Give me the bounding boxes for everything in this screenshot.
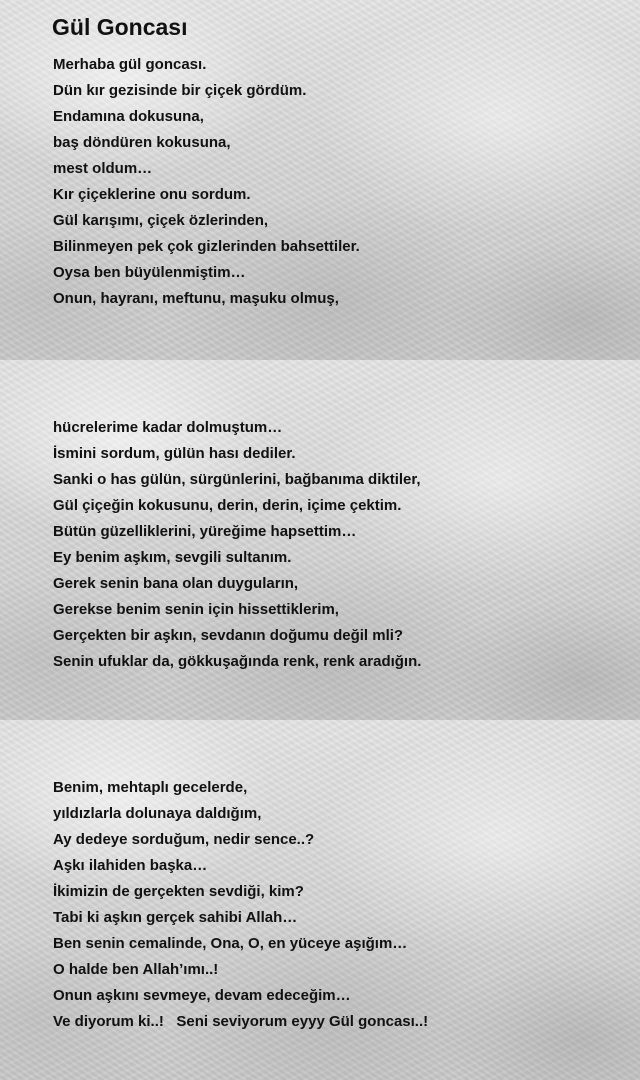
poem-line: yıldızlarla dolunaya daldığım,: [53, 805, 262, 822]
stanza-1: [53, 52, 360, 312]
poem-line: O halde ben Allah’ımı..!: [53, 961, 219, 978]
poem-line: İsmini sordum, gülün hası dediler.: [53, 445, 296, 462]
poem-line: İkimizin de gerçekten sevdiği, kim?: [53, 883, 304, 900]
stanza-2: [53, 415, 421, 675]
poem-line: Bilinmeyen pek çok gizlerinden bahsettiler.: [53, 238, 360, 255]
poem-line: Onun, hayranı, meftunu, maşuku olmuş,: [53, 290, 339, 307]
poem-line: Bütün güzelliklerini, yüreğime hapsettim…: [53, 523, 357, 540]
poem-line: Aşkı ilahiden başka…: [53, 857, 208, 874]
poem-line: Kır çiçeklerine onu sordum.: [53, 186, 251, 203]
poem-line: Gerekse benim senin için hissettiklerim,: [53, 601, 339, 618]
poem-line: baş döndüren kokusuna,: [53, 134, 231, 151]
poem-line: Gerek senin bana olan duyguların,: [53, 575, 299, 592]
poem-line: Gerçekten bir aşkın, sevdanın doğumu değil mli?: [53, 627, 404, 644]
poem-line: mest oldum…: [53, 160, 153, 177]
poem-line: Oysa ben büyülenmiştim…: [53, 264, 246, 281]
poem-line: Ay dedeye sorduğum, nedir sence..?: [53, 831, 315, 848]
poem-panel-3: [0, 720, 640, 1080]
poem-panel-2: [0, 360, 640, 720]
poem-line: Sanki o has gülün, sürgünlerini, bağbanıma diktiler,: [53, 471, 421, 488]
poem-line: Senin ufuklar da, gökkuşağında renk, renk aradığın.: [53, 653, 422, 670]
poem-line: Ben senin cemalinde, Ona, O, en yüceye aşığım…: [53, 935, 408, 952]
poem-line: Benim, mehtaplı gecelerde,: [53, 779, 248, 796]
poem-title: Gül Goncası: [52, 14, 188, 40]
poem-line: Endamına dokusuna,: [53, 108, 204, 125]
poem-line: Tabi ki aşkın gerçek sahibi Allah…: [53, 909, 298, 926]
poem-line: Ey benim aşkım, sevgili sultanım.: [53, 549, 292, 566]
poem-panel-1: [0, 0, 640, 360]
poem-line: hücrelerime kadar dolmuştum…: [53, 419, 283, 436]
stanza-3: [53, 775, 428, 1035]
poem-line: Onun aşkını sevmeye, devam edeceğim…: [53, 987, 351, 1004]
poem-line: Merhaba gül goncası.: [53, 56, 207, 73]
poem-line: Ve diyorum ki..! Seni seviyorum eyyy Gül goncası..!: [53, 1013, 429, 1030]
poem-line: Dün kır gezisinde bir çiçek gördüm.: [53, 82, 307, 99]
poem-line: Gül karışımı, çiçek özlerinden,: [53, 212, 269, 229]
poem-line: Gül çiçeğin kokusunu, derin, derin, içime çektim.: [53, 497, 402, 514]
